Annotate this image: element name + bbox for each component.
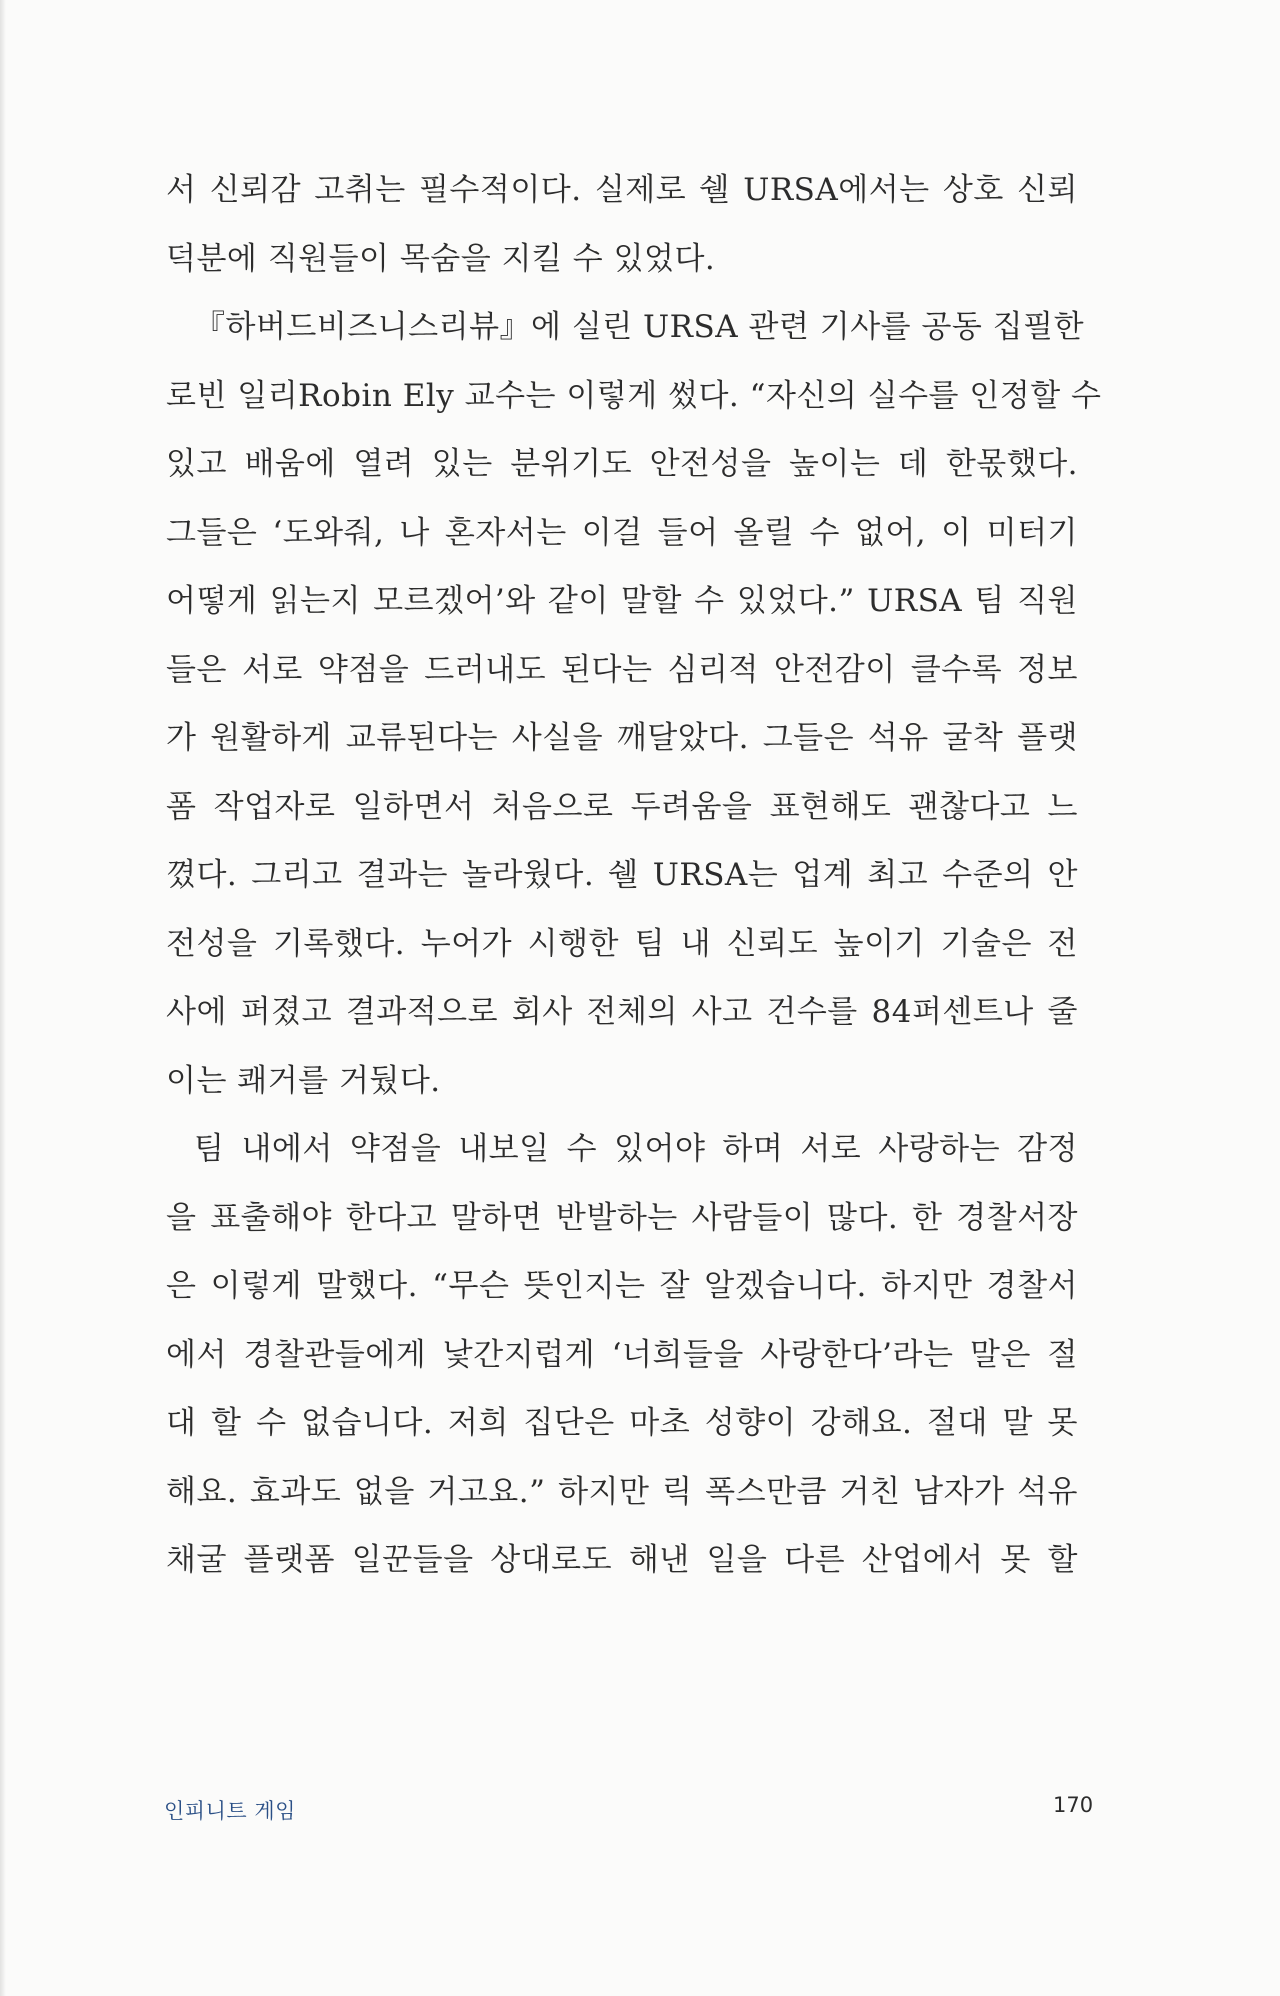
text-line: 폼 작업자로 일하면서 처음으로 두려움을 표현해도 괜찮다고 느	[166, 788, 1078, 825]
text-line: 서 신뢰감 고취는 필수적이다. 실제로 쉘 URSA에서는 상호 신뢰	[166, 172, 1078, 208]
text-line: 은 이렇게 말했다. “무슨 뜻인지는 잘 알겠습니다. 하지만 경찰서	[166, 1268, 1078, 1304]
text-line: 이는 쾌거를 거뒀다.	[166, 1062, 441, 1099]
text-line: 로빈 일리Robin Ely 교수는 이렇게 썼다. “자신의 실수를 인정할 수	[166, 377, 1102, 414]
text-line: 어떻게 읽는지 모르겠어’와 같이 말할 수 있었다.” URSA 팀 직원	[166, 583, 1078, 619]
page-edge-shadow	[0, 0, 6, 1996]
text-line: 사에 퍼졌고 결과적으로 회사 전체의 사고 건수를 84퍼센트나 줄	[166, 994, 1078, 1030]
text-line: 팀 내에서 약점을 내보일 수 있어야 하며 서로 사랑하는 감정	[194, 1131, 1078, 1167]
text-line: 전성을 기록했다. 누어가 시행한 팀 내 신뢰도 높이기 기술은 전	[166, 925, 1078, 962]
running-footer-title: 인피니트 게임	[164, 1799, 296, 1823]
text-line: 있고 배움에 열려 있는 분위기도 안전성을 높이는 데 한몫했다.	[166, 446, 1078, 482]
text-line: 대 할 수 없습니다. 저희 집단은 마초 성향이 강해요. 절대 말 못	[166, 1405, 1078, 1441]
text-line: 에서 경찰관들에게 낯간지럽게 ‘너희들을 사랑한다’라는 말은 절	[166, 1336, 1078, 1373]
text-line: 해요. 효과도 없을 거고요.” 하지만 릭 폭스만큼 거친 남자가 석유	[166, 1473, 1078, 1510]
text-line: 을 표출해야 한다고 말하면 반발하는 사람들이 많다. 한 경찰서장	[166, 1199, 1078, 1236]
body-text	[166, 156, 1102, 1595]
text-line: 그들은 ‘도와줘, 나 혼자서는 이걸 들어 올릴 수 없어, 이 미터기	[166, 514, 1078, 551]
text-line: 가 원활하게 교류된다는 사실을 깨달았다. 그들은 석유 굴착 플랫	[166, 720, 1078, 756]
text-line: 채굴 플랫폼 일꾼들을 상대로도 해낸 일을 다른 산업에서 못 할	[166, 1542, 1078, 1578]
page-number: 170	[1053, 1793, 1094, 1817]
text-line: 꼈다. 그리고 결과는 놀라웠다. 쉘 URSA는 업계 최고 수준의 안	[166, 857, 1078, 893]
text-line: 덕분에 직원들이 목숨을 지킬 수 있었다.	[166, 240, 716, 277]
text-line: 들은 서로 약점을 드러내도 된다는 심리적 안전감이 클수록 정보	[166, 651, 1078, 688]
text-line: 『하버드비즈니스리뷰』에 실린 URSA 관련 기사를 공동 집필한	[194, 309, 1085, 345]
